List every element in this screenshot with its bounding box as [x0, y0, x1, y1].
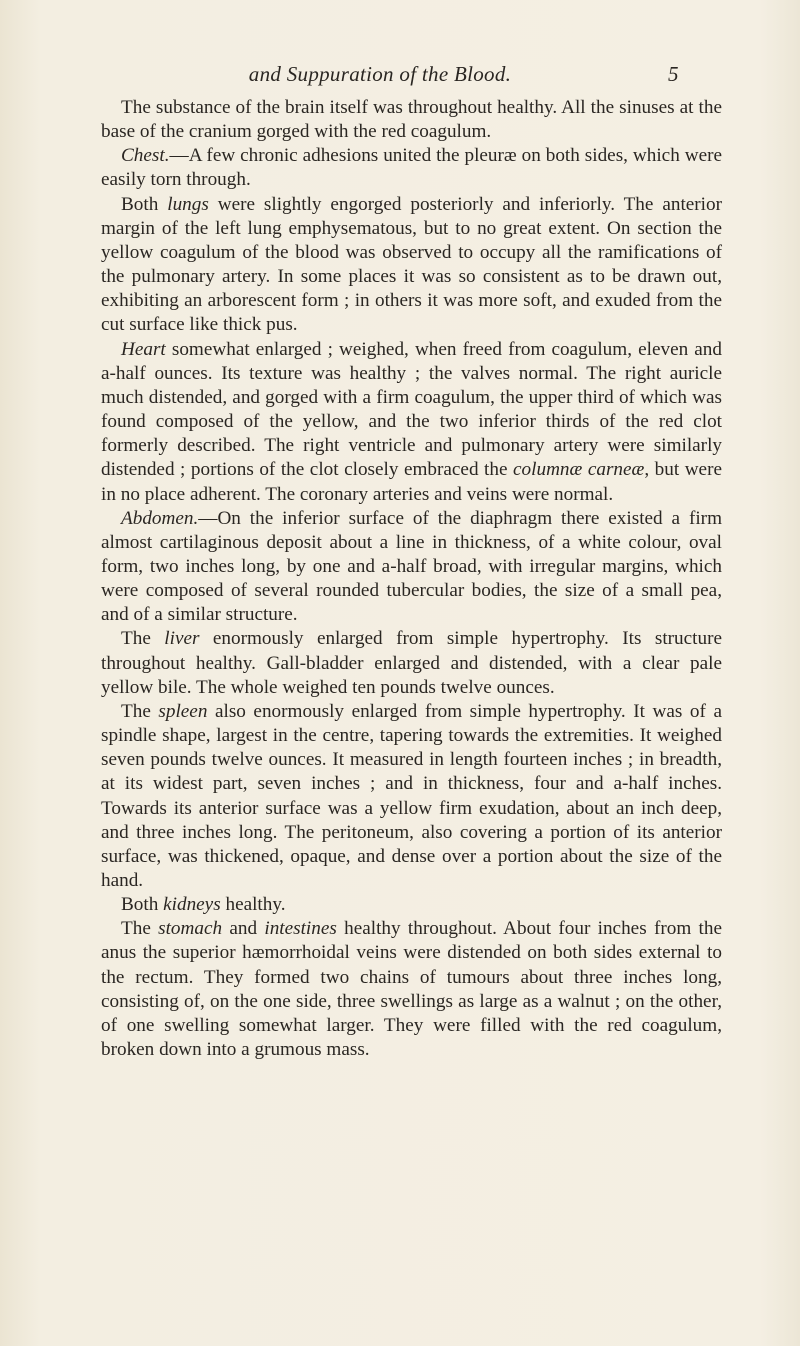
- paragraph-prefix: The: [121, 700, 159, 722]
- paragraph-connector: and: [222, 918, 265, 940]
- section-heading-abdomen: Abdomen.: [121, 507, 199, 529]
- paragraph-spleen: [101, 700, 722, 893]
- paragraph-text: were slightly engorged posteriorly and inferiorly. The anterior margin of the left lung emphysematous, but to no great extent. On section the yellow coagulum of the blood was observed to occupy all the ramifications of the pulmonary artery. In some places it was so consistent as to be drawn out, exhibiting an arborescent form ; in others it was more soft, and exuded from the cut surface like thick pus.: [101, 193, 722, 336]
- organ-term-stomach: stomach: [158, 918, 223, 940]
- body-text: [101, 96, 722, 1062]
- paragraph-abdomen: [101, 507, 722, 628]
- page-number: 5: [668, 62, 679, 86]
- paragraph-brain: [101, 96, 722, 144]
- organ-term-kidneys: kidneys: [163, 894, 221, 916]
- paragraph-text: healthy.: [220, 894, 286, 916]
- paragraph-text: , but were in no place adherent. The coronary arteries and veins were normal.: [101, 459, 722, 505]
- paragraph-kidneys: [101, 893, 722, 917]
- term-columnae-carneae: columnæ carneæ: [513, 459, 645, 481]
- paragraph-heart: [101, 338, 722, 507]
- paragraph-text: enormously enlarged from simple hypertrophy. Its structure throughout healthy. Gall-bladder enlarged and distended, with a clear pale yellow bile. The whole weighed ten pounds twelve ounces.: [101, 628, 722, 698]
- paragraph-prefix: The: [121, 918, 159, 940]
- paragraph-prefix: The: [121, 628, 165, 650]
- section-heading-chest: Chest.: [121, 145, 170, 167]
- paragraph-prefix: Both: [121, 894, 164, 916]
- organ-term-intestines: intestines: [264, 918, 337, 940]
- paragraph-text: The substance of the brain itself was throughout healthy. All the sinuses at the base of the cranium gorged with the red coagulum.: [101, 97, 722, 143]
- paragraph-chest: [101, 144, 722, 192]
- organ-term-heart: Heart: [121, 338, 166, 360]
- organ-term-lungs: lungs: [167, 193, 209, 215]
- paragraph-text: somewhat enlarged ; weighed, when freed from coagulum, eleven and a-half ounces. Its texture was healthy ; the valves normal. The right auricle much distended, and gorged with a firm coagulum, the upper third of which was found composed of the yellow, and the two inferior thirds of the red clot formerly described. The right ventricle and pulmonary artery were similarly distended ; portions of the clot closely embraced the: [101, 338, 722, 481]
- organ-term-liver: liver: [164, 628, 200, 650]
- paragraph-text: healthy throughout. About four inches from the anus the superior hæmorrhoidal veins were distended on both sides external to the rectum. They formed two chains of tumours about three inches long, consisting of, on the one side, three swellings as large as a walnut ; on the other, of one swelling somewhat larger. They were filled with the red coagulum, broken down into a grumous mass.: [101, 918, 722, 1061]
- paragraph-text: also enormously enlarged from simple hypertrophy. It was of a spindle shape, largest in the centre, tapering towards the extremities. It weighed seven pounds twelve ounces. It measured in length fourteen inches ; in breadth, at its widest part, seven inches ; and in thickness, four and a-half inches. Towards its anterior surface was a yellow firm exudation, about an inch deep, and three inches long. The peritoneum, also covering a portion of its anterior surface, was thickened, opaque, and dense over a portion about the size of the hand.: [101, 700, 722, 891]
- paragraph-text: —On the inferior surface of the diaphragm there existed a firm almost cartilaginous deposit about a line in thickness, of a white colour, oval form, two inches long, by one and a-half broad, with irregular margins, which were composed of several rounded tubercular bodies, the size of a small pea, and of a similar structure.: [101, 507, 722, 626]
- paragraph-stomach-intestines: [101, 917, 722, 1062]
- organ-term-spleen: spleen: [158, 700, 208, 722]
- paragraph-prefix: Both: [121, 193, 168, 215]
- paragraph-lungs: [101, 193, 722, 338]
- running-title: and Suppuration of the Blood.: [248, 62, 512, 86]
- paragraph-liver: [101, 627, 722, 699]
- paragraph-text: —A few chronic adhesions united the pleuræ on both sides, which were easily torn through.: [101, 145, 722, 191]
